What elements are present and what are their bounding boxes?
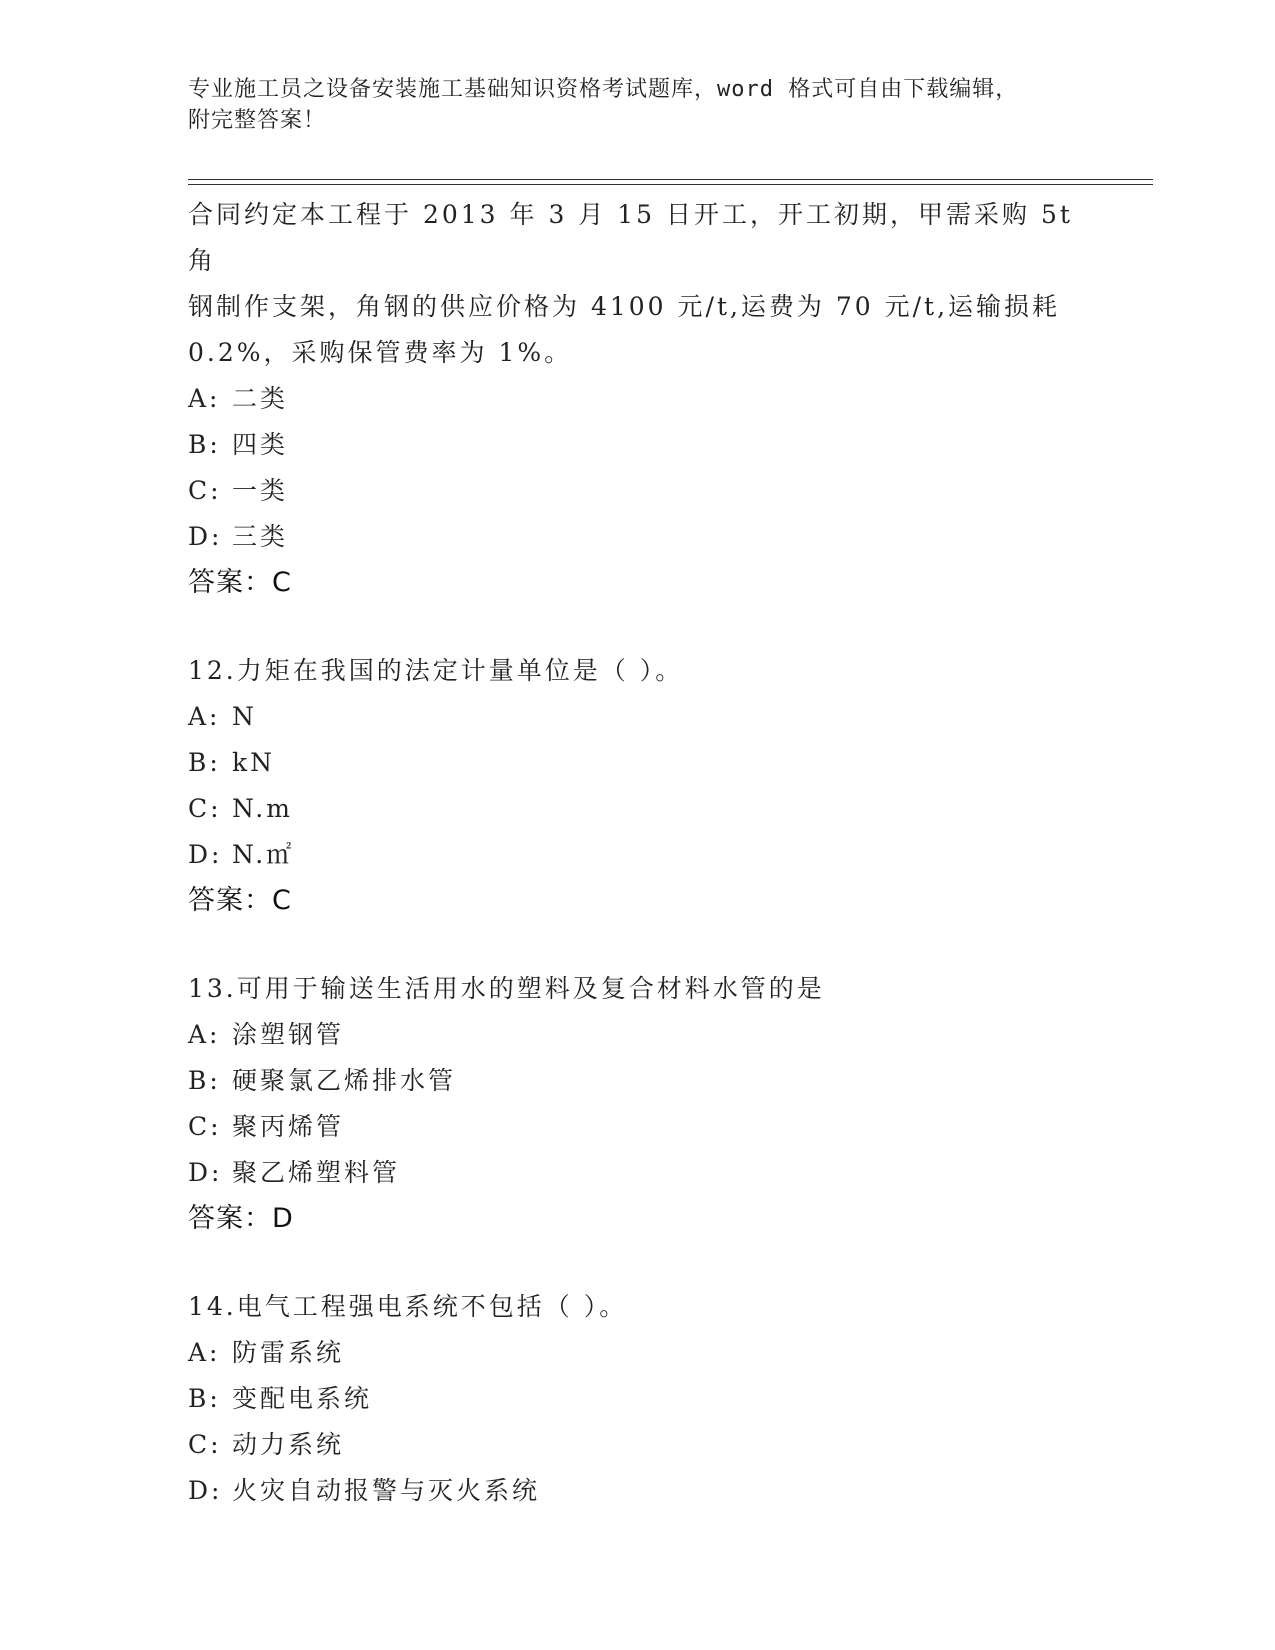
answer-line: 答案：C <box>188 567 292 598</box>
option-b <box>188 1376 1088 1422</box>
option-d <box>188 832 1088 878</box>
option-c <box>188 1422 1088 1468</box>
spacer <box>188 1242 1088 1284</box>
question-text <box>188 192 1088 376</box>
option-letter: D: <box>188 1158 223 1187</box>
document-header <box>188 74 1088 136</box>
question-text-line: 14.电气工程强电系统不包括（ ）。 <box>188 1292 628 1321</box>
option-text: 涂塑钢管 <box>232 1020 345 1049</box>
option-b <box>188 740 1088 786</box>
question-text <box>188 966 1088 1012</box>
option-text: 聚乙烯塑料管 <box>232 1158 401 1187</box>
question-list <box>188 192 1088 1514</box>
option-text: 火灾自动报警与灭火系统 <box>232 1476 541 1505</box>
option-text: kN <box>232 748 276 777</box>
option-letter: B: <box>188 430 221 459</box>
option-letter: A: <box>188 1020 221 1049</box>
option-b <box>188 1058 1088 1104</box>
option-text: 三类 <box>232 522 289 551</box>
option-c <box>188 468 1088 514</box>
question-14 <box>188 1284 1088 1514</box>
question-text <box>188 1284 1088 1330</box>
option-letter: A: <box>188 384 221 413</box>
option-c <box>188 786 1088 832</box>
option-letter: B: <box>188 1384 221 1413</box>
question-text-line: 12.力矩在我国的法定计量单位是（ ）。 <box>188 656 684 685</box>
option-letter: D: <box>188 840 223 869</box>
option-letter: A: <box>188 702 221 731</box>
question-text <box>188 648 1088 694</box>
option-d <box>188 1150 1088 1196</box>
option-text: N <box>232 702 257 731</box>
option-letter: C: <box>188 476 222 505</box>
header-line-2: 附完整答案！ <box>188 108 327 133</box>
answer-line: 答案：C <box>188 885 292 916</box>
option-letter: B: <box>188 1066 221 1095</box>
option-letter: D: <box>188 1476 223 1505</box>
header-divider-top <box>188 179 1153 180</box>
header-divider-bottom <box>188 184 1153 185</box>
question-12 <box>188 648 1088 924</box>
option-c <box>188 1104 1088 1150</box>
option-letter: A: <box>188 1338 221 1367</box>
option-text: 聚丙烯管 <box>232 1112 345 1141</box>
question-text-line: 13.可用于输送生活用水的塑料及复合材料水管的是 <box>188 974 825 1003</box>
option-letter: D: <box>188 522 223 551</box>
spacer <box>188 606 1088 648</box>
option-letter: C: <box>188 1430 222 1459</box>
option-text: 一类 <box>232 476 289 505</box>
option-d <box>188 1468 1088 1514</box>
option-letter: B: <box>188 748 221 777</box>
question-text-line: 0.2%，采购保管费率为 1%。 <box>188 338 573 367</box>
question-text-line: 合同约定本工程于 2013 年 3 月 15 日开工，开工初期，甲需采购 5t 角 <box>188 200 1073 275</box>
spacer <box>188 924 1088 966</box>
option-b <box>188 422 1088 468</box>
option-text: 硬聚氯乙烯排水管 <box>232 1066 457 1095</box>
option-text: 动力系统 <box>232 1430 345 1459</box>
option-d <box>188 514 1088 560</box>
option-a <box>188 694 1088 740</box>
option-letter: C: <box>188 794 222 823</box>
option-text: 四类 <box>232 430 289 459</box>
answer-line: 答案：D <box>188 1203 294 1234</box>
option-text: N.m <box>232 794 293 823</box>
option-a <box>188 1012 1088 1058</box>
option-text: N.㎡ <box>232 840 295 869</box>
option-a <box>188 376 1088 422</box>
option-text: 二类 <box>232 384 289 413</box>
question-text-line: 钢制作支架，角钢的供应价格为 4100 元/t,运费为 70 元/t,运输损耗 <box>188 292 1061 321</box>
question-13 <box>188 966 1088 1242</box>
question-11 <box>188 192 1088 606</box>
header-line-1: 专业施工员之设备安装施工基础知识资格考试题库，word 格式可自由下载编辑， <box>188 77 1019 102</box>
option-text: 变配电系统 <box>232 1384 373 1413</box>
option-letter: C: <box>188 1112 222 1141</box>
option-a <box>188 1330 1088 1376</box>
option-text: 防雷系统 <box>232 1338 345 1367</box>
